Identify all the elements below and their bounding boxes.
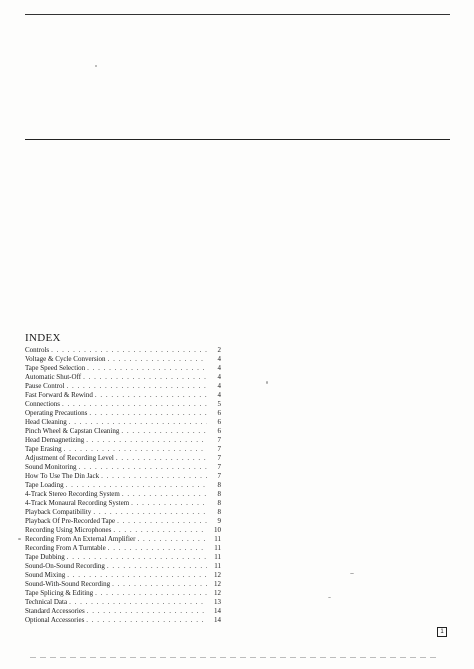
- toc-entry-page: 8: [217, 499, 221, 507]
- toc-entry-page: 10: [214, 526, 221, 534]
- toc-entry-label: Tape Dubbing: [25, 553, 65, 561]
- toc-entry-label: Tape Erasing: [25, 445, 62, 453]
- toc-entry-label: Optional Accessories: [25, 616, 85, 624]
- toc-entry-page: 4: [217, 391, 221, 399]
- toc-entry-label: Recording From A Turntable: [25, 544, 106, 552]
- toc-entry-page: 12: [214, 580, 221, 588]
- toc-entry-page: 5: [217, 400, 221, 408]
- toc-entry-page: 14: [214, 607, 221, 615]
- toc-entry: [25, 481, 221, 490]
- toc-entry-page: 6: [217, 418, 221, 426]
- dot-leader: [108, 544, 207, 553]
- toc-entry-label: Tape Splicing & Editing: [25, 589, 94, 597]
- toc-entry: [25, 526, 221, 535]
- toc-entry: [25, 616, 221, 625]
- toc-entry-page: 12: [214, 571, 221, 579]
- dot-leader: [107, 562, 207, 571]
- toc-entry-label: Adjustment of Recording Level: [25, 454, 114, 462]
- dot-leader: [121, 427, 207, 436]
- toc-entry-page: 8: [217, 490, 221, 498]
- toc-entry-label: Operating Precautions: [25, 409, 88, 417]
- toc-entry: [25, 373, 221, 382]
- toc-entry: [25, 445, 221, 454]
- index-heading: INDEX: [25, 332, 61, 344]
- dot-leader: [131, 499, 207, 508]
- toc-entry-page: 7: [217, 463, 221, 471]
- dot-leader: [62, 400, 207, 409]
- toc-entry: [25, 598, 221, 607]
- dot-leader: [95, 589, 207, 598]
- toc-entry-label: 4-Track Monaural Recording System: [25, 499, 130, 507]
- toc-entry-label: Sound-With-Sound Recording: [25, 580, 111, 588]
- dot-leader: [95, 391, 207, 400]
- toc-entry-label: Standard Accessories: [25, 607, 85, 615]
- toc-entry-label: Tape Loading: [25, 481, 64, 489]
- dot-leader: [116, 454, 207, 463]
- toc-entry-page: 11: [214, 562, 221, 570]
- dot-leader: [108, 355, 207, 364]
- dot-leader: [86, 436, 207, 445]
- toc-entry-page: 6: [217, 427, 221, 435]
- top-rule: [25, 14, 450, 15]
- toc-entry: [25, 544, 221, 553]
- toc-entry-page: 12: [214, 589, 221, 597]
- toc-entry-label: Connections: [25, 400, 60, 408]
- toc-entry-label: Pinch Wheel & Capstan Cleaning: [25, 427, 120, 435]
- toc-entry-page: 7: [217, 436, 221, 444]
- bottom-rule: [30, 657, 440, 658]
- toc-entry: [25, 346, 221, 355]
- dot-leader: [69, 598, 207, 607]
- dot-leader: [79, 463, 207, 472]
- dot-leader: [66, 481, 207, 490]
- toc-entry: [25, 454, 221, 463]
- toc-entry-page: 8: [217, 508, 221, 516]
- dot-leader: [83, 373, 207, 382]
- toc-entry: [25, 562, 221, 571]
- toc-entry-label: Playback Of Pre-Recorded Tape: [25, 517, 116, 525]
- toc-entry-page: 2: [217, 346, 221, 354]
- toc-entry-label: Playback Compatibility: [25, 508, 92, 516]
- toc-entry: [25, 553, 221, 562]
- toc-entry-label: Sound-On-Sound Recording: [25, 562, 105, 570]
- toc-entry-label: Fast Forward & Rewind: [25, 391, 93, 399]
- toc-entry-page: 7: [217, 445, 221, 453]
- toc-entry-label: Voltage & Cycle Conversion: [25, 355, 106, 363]
- toc-entry: [25, 535, 221, 544]
- dot-leader: [51, 346, 207, 355]
- toc-entry: [25, 355, 221, 364]
- dot-leader: [89, 409, 207, 418]
- toc-entry: [25, 364, 221, 373]
- scan-speck: [18, 538, 21, 540]
- dot-leader: [64, 445, 207, 454]
- dot-leader: [93, 508, 207, 517]
- dot-leader: [67, 571, 207, 580]
- dot-leader: [101, 472, 207, 481]
- toc-entry: [25, 499, 221, 508]
- toc-entry: [25, 400, 221, 409]
- toc-entry-label: Head Demagnetizing: [25, 436, 85, 444]
- dot-leader: [87, 364, 207, 373]
- toc-entry-page: 11: [214, 553, 221, 561]
- toc-entry: [25, 427, 221, 436]
- toc-entry-label: Head Cleaning: [25, 418, 67, 426]
- scan-speck: [266, 381, 268, 384]
- section-divider: [25, 139, 450, 140]
- dot-leader: [113, 526, 207, 535]
- toc-entry-page: 4: [217, 355, 221, 363]
- toc-entry-label: Tape Speed Selection: [25, 364, 86, 372]
- dot-leader: [69, 418, 207, 427]
- dot-leader: [112, 580, 207, 589]
- toc-entry: [25, 472, 221, 481]
- toc-entry: [25, 463, 221, 472]
- toc-entry: [25, 589, 221, 598]
- table-of-contents: [25, 346, 221, 625]
- toc-entry-page: 6: [217, 409, 221, 417]
- toc-entry: [25, 490, 221, 499]
- toc-entry: [25, 571, 221, 580]
- scan-speck: [350, 573, 354, 574]
- dot-leader: [87, 607, 207, 616]
- toc-entry-label: Recording Using Microphones: [25, 526, 112, 534]
- dot-leader: [86, 616, 207, 625]
- toc-entry-label: Technical Data: [25, 598, 68, 606]
- page-number-box: 1: [437, 627, 447, 637]
- dot-leader: [117, 517, 207, 526]
- toc-entry: [25, 409, 221, 418]
- dot-leader: [137, 535, 207, 544]
- dot-leader: [122, 490, 207, 499]
- toc-entry-page: 4: [217, 373, 221, 381]
- toc-entry: [25, 580, 221, 589]
- dot-leader: [66, 382, 207, 391]
- toc-entry-label: 4-Track Stereo Recording System: [25, 490, 120, 498]
- toc-entry: [25, 391, 221, 400]
- toc-entry-label: Pause Control: [25, 382, 65, 390]
- toc-entry: [25, 508, 221, 517]
- toc-entry-page: 4: [217, 364, 221, 372]
- toc-entry-label: Recording From An External Amplifier: [25, 535, 136, 543]
- scan-speck: [328, 597, 331, 598]
- toc-entry-page: 11: [214, 535, 221, 543]
- toc-entry-label: Automatic Shut-Off: [25, 373, 82, 381]
- toc-entry: [25, 607, 221, 616]
- toc-entry-page: 7: [217, 454, 221, 462]
- toc-entry-page: 14: [214, 616, 221, 624]
- toc-entry-page: 7: [217, 472, 221, 480]
- toc-entry-page: 11: [214, 544, 221, 552]
- toc-entry: [25, 436, 221, 445]
- toc-entry-label: Sound Mixing: [25, 571, 66, 579]
- toc-entry-label: Sound Monitoring: [25, 463, 77, 471]
- dot-leader: [67, 553, 207, 562]
- toc-entry: [25, 382, 221, 391]
- toc-entry-page: 13: [214, 598, 221, 606]
- scan-speck: [95, 65, 97, 67]
- toc-entry: [25, 418, 221, 427]
- toc-entry: [25, 517, 221, 526]
- toc-entry-page: 4: [217, 382, 221, 390]
- toc-entry-label: Controls: [25, 346, 50, 354]
- toc-entry-page: 8: [217, 481, 221, 489]
- toc-entry-page: 9: [217, 517, 221, 525]
- toc-entry-label: How To Use The Din Jack: [25, 472, 100, 480]
